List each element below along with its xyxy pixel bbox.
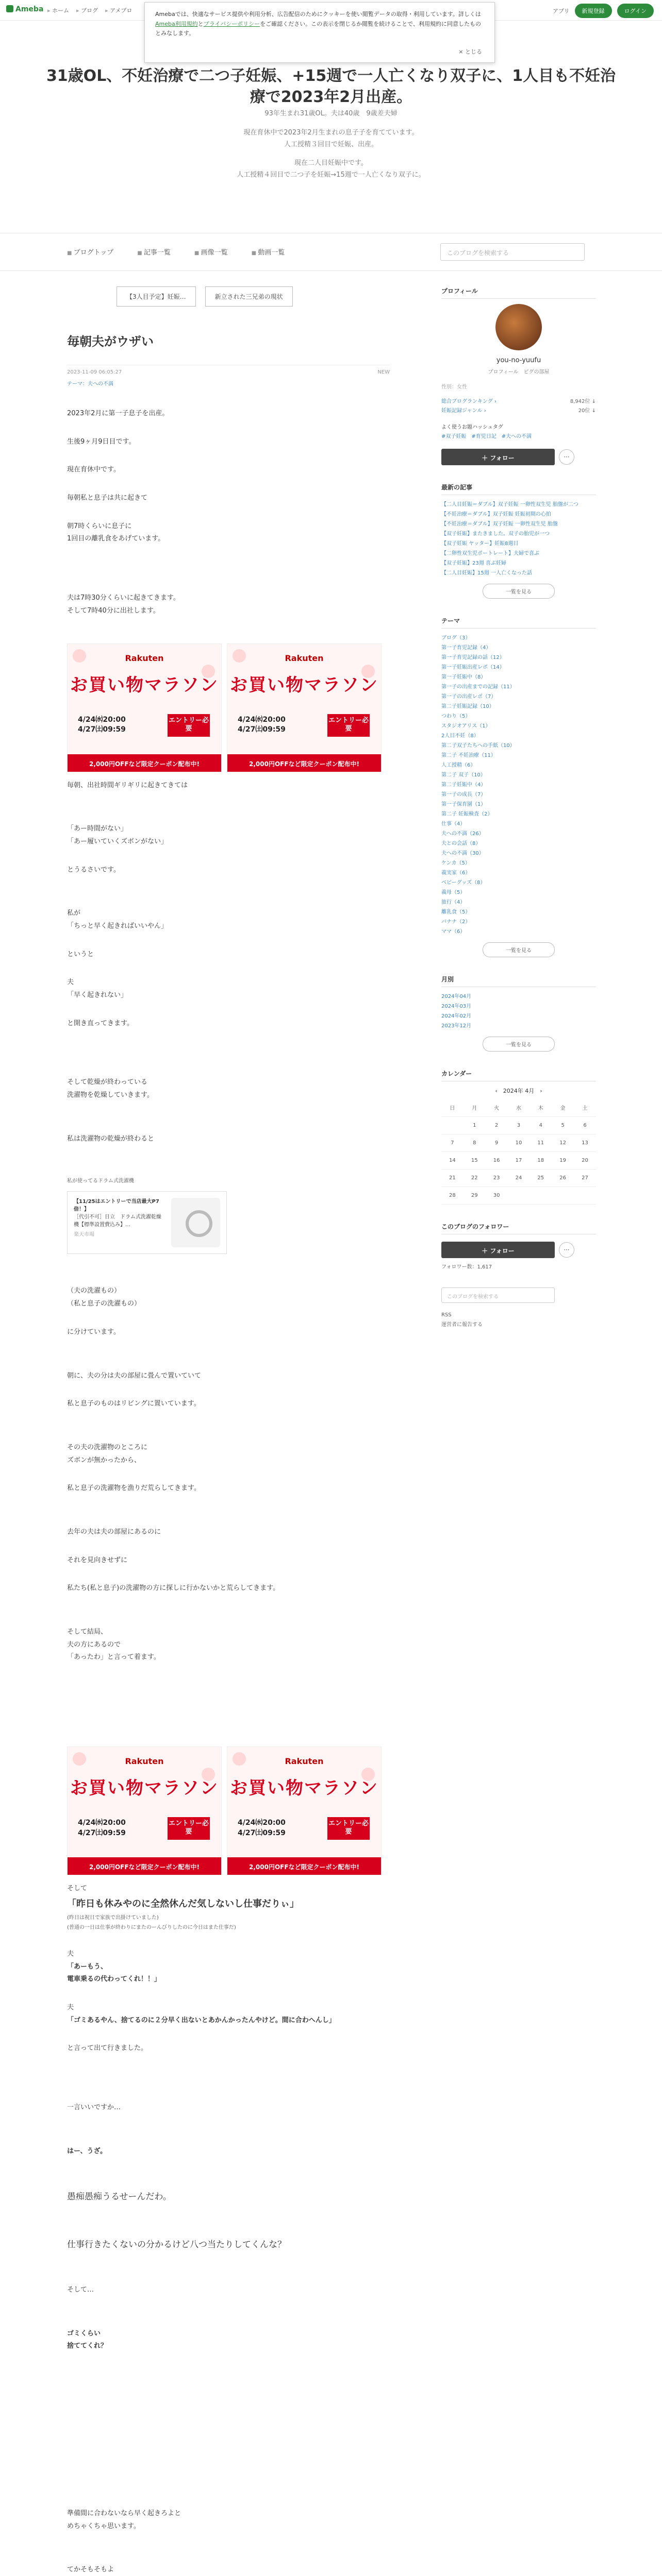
theme-heading: テーマ (441, 616, 596, 629)
report-link[interactable]: 運営者に報告する (441, 1321, 483, 1328)
profile-gender: 性別：女性 (441, 384, 467, 390)
top-nav-blog[interactable]: ▸ ブログ (76, 6, 98, 14)
privacy-link[interactable]: プライバシーポリシー (203, 20, 260, 27)
terms-link[interactable]: Ameba利用規約 (155, 20, 198, 27)
follow-button[interactable]: ＋ フォロー (441, 449, 555, 465)
cookie-banner (144, 2, 495, 63)
theme-link[interactable]: 第二子 双子（10） (441, 772, 486, 778)
product-card[interactable] (67, 1191, 227, 1254)
paragraph: 去年の夫は夫の部屋にあるのに (67, 1528, 161, 1536)
calendar-day: 4 (529, 1116, 552, 1134)
entry-new-badge: NEW (377, 369, 390, 375)
entry-date: 2023-11-09 06:05:27 (67, 369, 122, 375)
note: (普通の一日は仕事が終わりにまたのーんびりしたのに今日はまた仕事だ) (67, 1924, 236, 1930)
calendar-day: 16 (486, 1151, 508, 1169)
paragraph: 準備間に合わないなら早く起きろよと めちゃくちゃ思います。 (67, 2510, 181, 2530)
blog-desc-line: 現在育休中で2023年2月生まれの息子子を育てています。 (243, 128, 419, 137)
calendar-day: 10 (508, 1134, 530, 1151)
product-shop: 楽天市場 (74, 1232, 94, 1238)
month-link[interactable]: 2024年03月 (441, 1004, 472, 1009)
profile-links (441, 367, 596, 375)
calendar-day: 28 (441, 1187, 464, 1204)
theme-link[interactable]: バナナ（2） (441, 919, 471, 925)
avatar[interactable] (495, 304, 542, 350)
theme-link[interactable]: 第二子妊娠記録（10） (441, 704, 494, 709)
nav-blog-top[interactable]: ■ ブログトップ (67, 247, 113, 257)
recent-entry-link[interactable]: 【不妊治療＝ダブル】双子妊娠 妊娠初期の心拍 (441, 512, 551, 517)
theme-link[interactable]: 第二子双子たちへの手紙（10） (441, 743, 515, 749)
ad-banners (67, 1747, 390, 1875)
paragraph: そして (67, 1885, 88, 1893)
paragraph: と開き直ってきます。 (67, 1019, 134, 1027)
quote: 「あーもう、 電車乗るの代わってくれ！！」 (67, 1962, 161, 1984)
calendar-day: 5 (552, 1116, 574, 1134)
theme-link[interactable]: 第一子の成長（7） (441, 792, 486, 798)
banner-brand: Rakuten (285, 1756, 324, 1767)
recent-entry-link[interactable]: 【不妊治療＝ダブル】双子妊娠 一卵性双生児 胎盤 (441, 521, 558, 527)
paragraph: 現在育休中です。 (67, 466, 120, 474)
rakuten-banner[interactable] (67, 1747, 222, 1875)
theme-link[interactable]: 第一子育児記録の話（12） (441, 655, 505, 660)
cookie-and: と (197, 20, 204, 27)
ad-banners (67, 643, 390, 772)
paragraph: そして乾燥が終わっている 洗濯物を乾燥していきます。 (67, 1078, 154, 1099)
theme-link[interactable]: つわり（5） (441, 714, 471, 719)
recent-entry-link[interactable]: 【二人目妊娠】15週 一人亡くなった話 (441, 570, 532, 576)
calendar-heading: カレンダー (441, 1069, 596, 1081)
top-nav-home[interactable]: ▸ ホーム (47, 6, 69, 14)
blog-title[interactable]: 31歳OL、不妊治療で二つ子妊娠、+15週で一人亡くなり双子に、1人目も不妊治療で2023年2月出産。 (46, 67, 616, 106)
theme-link[interactable]: 離乳食（5） (441, 909, 471, 915)
calendar-day: 25 (529, 1169, 552, 1187)
calendar-day: 14 (441, 1151, 464, 1169)
recent-entry-link[interactable]: 【二卵性双生児ポートレート】夫婦で喜ぶ (441, 551, 539, 556)
calendar-day: 9 (486, 1134, 508, 1151)
calendar-weekday: 木 (529, 1099, 552, 1116)
quote: 「ちっと早く起きればいいやん」 (67, 922, 168, 930)
theme-link[interactable]: ベビーグッズ（8） (441, 880, 486, 886)
follower-count: フォロワー数：1,617 (441, 1264, 492, 1270)
theme-link[interactable]: ブログ（3） (441, 635, 471, 641)
calendar-day: 7 (441, 1134, 464, 1151)
calendar-day: 27 (574, 1169, 596, 1187)
paragraph: 夫 (67, 978, 74, 987)
banner-entry-badge: エントリー必要 (168, 1817, 210, 1840)
theme-link[interactable]: 義実家（6） (441, 870, 471, 876)
paragraph: に分けています。 (67, 1328, 120, 1336)
calendar-day (529, 1187, 552, 1204)
cookie-tail: をご確認ください。この表示を閉じるか閲覧を続けることで、利用規約に同意したものとみなします。 (155, 20, 481, 37)
nav-video-list[interactable]: ■ 動画一覧 (252, 247, 285, 257)
theme-link[interactable]: ケンカ（5） (441, 860, 470, 866)
paragraph: 生後9ヶ月9日目です。 (67, 437, 136, 446)
theme-link[interactable]: 第二子妊娠中（4） (441, 782, 486, 788)
speaker-label: 夫 (67, 1950, 74, 1958)
banner-dates: 4/24㈬20:00 4/27㈯09:59 (238, 715, 286, 734)
paragraph: 2023年2月に第一子息子を出産。 (67, 410, 169, 417)
blog-search-input[interactable]: このブログを検索する (440, 243, 585, 261)
calendar-month: ‹ 2024年 4月 › (495, 1088, 542, 1094)
paragraph: 私と息子の洗濯物を漁りだ荒らしてきます。 (67, 1484, 201, 1493)
banner-coupon: 2,000円OFFなど限定クーポン配布中! (227, 1857, 381, 1875)
rakuten-banner[interactable] (227, 1747, 382, 1875)
quote: 「あー履いていくズボンがない」 (67, 837, 168, 845)
profile-name[interactable]: you-no-yuufu (496, 357, 541, 364)
theme-link[interactable]: 人工授精（6） (441, 762, 476, 768)
recent-heading: 最新の記事 (441, 483, 596, 495)
banner-entry-badge: エントリー必要 (327, 714, 370, 737)
paragraph: （夫の洗濯もの） （私と息子の洗濯もの） (67, 1287, 141, 1308)
ameba-logo[interactable]: Ameba (6, 5, 43, 13)
paragraph: そして… (67, 2286, 94, 2294)
theme-link[interactable]: 第一子の出産レポ（7） (441, 694, 496, 700)
blog-nav (0, 233, 662, 271)
paragraph: てかそもそもよ (67, 2566, 114, 2574)
recent-entry-link[interactable]: 【双子妊娠 ヤッター】妊娠8週目 (441, 541, 519, 547)
calendar-day: 22 (464, 1169, 486, 1187)
ranking-overall[interactable]: 総合ブログランキング › 8,942位 ↓ (441, 399, 596, 404)
calendar-day: 3 (508, 1116, 530, 1134)
theme-link[interactable]: スタジオアリス（1） (441, 723, 491, 729)
banner-coupon: 2,000円OFFなど限定クーポン配布中! (68, 1857, 221, 1875)
ranking-genre[interactable]: 妊娠記録ジャンル › 20位 ↓ (441, 408, 596, 414)
paragraph: 私たち(私と息子)の洗濯物の方に探しに行かないかと荒らしてきます。 (67, 1584, 280, 1592)
theme-link[interactable]: 第二子 妊娠検査（2） (441, 811, 493, 817)
quote: 「早く起きれない」 (67, 991, 128, 999)
banner-headline: お買い物マラソン (230, 674, 378, 696)
login-button[interactable]: ログイン (617, 4, 654, 18)
followers-heading: このブログのフォロワー (441, 1222, 596, 1234)
theme-list (441, 634, 596, 936)
calendar-day: 11 (529, 1134, 552, 1151)
paragraph: というと (67, 950, 94, 958)
calendar-day: 8 (464, 1134, 486, 1151)
paragraph: 愚痴愚痴うるせーんだわ。 (67, 2192, 172, 2202)
profile-link[interactable]: プロフィール (488, 369, 519, 375)
paragraph: 朝に、夫の分は夫の部屋に畳んで置いていて (67, 1371, 202, 1380)
quote: 「あー時間がない」 (67, 825, 128, 833)
theme-link[interactable]: 2人目不妊（8） (441, 733, 479, 739)
recent-list (441, 500, 596, 578)
calendar-day (574, 1187, 596, 1204)
hashtag-list[interactable]: #双子妊娠 #育児日記 #夫への不満 (441, 434, 532, 439)
chevron-right-icon[interactable]: › (540, 1088, 542, 1094)
entry-theme-link[interactable]: テーマ：夫への不満 (67, 381, 113, 387)
banner-brand: Rakuten (125, 1756, 164, 1767)
month-link[interactable]: 2024年04月 (441, 994, 472, 999)
calendar-day (441, 1116, 464, 1134)
calendar-day: 23 (486, 1169, 508, 1187)
calendar-day: 19 (552, 1151, 574, 1169)
product-title[interactable]: 【11/25はエントリーで当店最大P7倍！】 (74, 1199, 159, 1213)
theme-link[interactable]: ママ（6） (441, 929, 466, 935)
calendar-day (552, 1187, 574, 1204)
calendar-day: 1 (464, 1116, 486, 1134)
chevron-left-icon[interactable]: ‹ (495, 1088, 498, 1094)
cookie-text: Amebaでは、快適なサービス提供や利用分析、広告配信のためにクッキーを使い閲覧データの取得・利用しています。詳しくは (155, 11, 481, 18)
month-more-button[interactable]: 一覧を見る (483, 1037, 555, 1052)
next-entry-link[interactable]: 新立された三兄弟の現状 (205, 286, 293, 307)
calendar-day: 13 (574, 1134, 596, 1151)
paragraph: そして結局、 夫の方にあるので 「あったわ」と言って着ます。 (67, 1628, 160, 1662)
month-link[interactable]: 2024年02月 (441, 1013, 472, 1019)
recent-entry-link[interactable]: 【二人目妊娠＝ダブル】双子妊娠 一卵性双生児 胎盤が二つ (441, 502, 578, 507)
paragraph: 私と息子のものはリビングに置いています。 (67, 1400, 201, 1408)
calendar-day: 30 (486, 1187, 508, 1204)
sidebar (441, 286, 596, 1330)
big-text: ゴミくらい 捨ててくれ？ (67, 2329, 108, 2350)
calendar-weekday: 水 (508, 1099, 530, 1116)
signup-button[interactable]: 新規登録 (575, 4, 612, 18)
banner-brand: Rakuten (125, 653, 164, 663)
blog-desc-line: 人工授精４回目で二つ子を妊娠→15週で一人亡くなり双子に。 (237, 171, 425, 179)
banner-dates: 4/24㈬20:00 4/27㈯09:59 (78, 1819, 126, 1837)
banner-dates: 4/24㈬20:00 4/27㈯09:59 (238, 1819, 286, 1837)
speaker-label: 夫 (67, 2004, 74, 2011)
banner-headline: お買い物マラソン (230, 1778, 378, 1799)
theme-link[interactable]: 義母（5） (441, 890, 466, 895)
quote: 「ゴミあるやん、捨てるのに２分早く出ないとあかんかったんやけど。間に合わへんし」 (67, 2016, 336, 2024)
theme-link[interactable]: 第二子 不妊治療（11） (441, 753, 496, 758)
rss-link[interactable]: RSS (441, 1312, 452, 1318)
calendar-day: 18 (529, 1151, 552, 1169)
banner-entry-badge: エントリー必要 (327, 1817, 370, 1840)
paragraph: 私は洗濯物の乾燥が終わると (67, 1134, 155, 1143)
cookie-close-button[interactable]: × とじる (458, 48, 482, 56)
hashtag-heading: よく使うお題ハッシュタグ (441, 425, 503, 430)
paragraph: と言って出て行きました。 (67, 2044, 148, 2053)
theme-link[interactable]: 第一子妊娠中（8） (441, 674, 486, 680)
recent-entry-link[interactable]: 【双子妊娠】23週 喜ぶ妊婦 (441, 561, 506, 566)
paragraph: 毎朝、出社時間ギリギリに起きてきては (67, 781, 188, 789)
banner-brand: Rakuten (285, 653, 324, 663)
top-nav (47, 6, 132, 14)
month-heading: 月別 (441, 975, 596, 987)
big-text: はー、うざ。 (67, 2147, 107, 2155)
blog-description (103, 108, 559, 181)
theme-more-button[interactable]: 一覧を見る (483, 942, 555, 957)
theme-link[interactable]: 第一子妊娠出産レポ（14） (441, 665, 505, 670)
paragraph: とうるさいです。 (67, 866, 120, 874)
banner-headline: お買い物マラソン (70, 674, 219, 696)
prev-entry-link[interactable]: 【3人目予定】妊娠… (117, 286, 196, 307)
calendar-day (508, 1187, 530, 1204)
top-nav-ameblo[interactable]: ▸ アメブロ (105, 6, 132, 14)
calendar-day: 6 (574, 1116, 596, 1134)
rakuten-banner[interactable] (67, 643, 222, 772)
calendar-weekday: 月 (464, 1099, 486, 1116)
paragraph: 仕事行きたくないの分かるけど八つ当たりしてくんな？ (67, 2239, 286, 2250)
blog-desc-line: 93年生まれ31歳OL。夫は40歳 9歳差夫婦 (264, 110, 398, 117)
calendar (441, 1099, 596, 1205)
banner-headline: お買い物マラソン (70, 1778, 219, 1799)
calendar-day: 12 (552, 1134, 574, 1151)
calendar-weekday: 土 (574, 1099, 596, 1116)
follow-button-bottom[interactable]: ＋ フォロー (441, 1242, 555, 1258)
paragraph: その夫の洗濯物のところに ズボンが無かったから、 (67, 1443, 148, 1464)
theme-link[interactable]: 夫との会話（8） (441, 841, 481, 846)
calendar-day: 29 (464, 1187, 486, 1204)
article (67, 286, 390, 2576)
profile-heading: プロフィール (441, 286, 596, 299)
paragraph: 一言いいですか… (67, 2104, 121, 2112)
calendar-weekday: 金 (552, 1099, 574, 1116)
hashtag-section (441, 423, 596, 442)
paragraph: 夫は7時30分くらいに起きてきます。 そして7時40分に出社します。 (67, 594, 180, 615)
sidebar-search-input[interactable]: このブログを検索する (441, 1287, 555, 1303)
product-label: 私が使ってるドラム式洗濯機 (67, 1178, 134, 1184)
recent-entry-link[interactable]: 【双子妊娠】またきました。双子の胎児が一つ (441, 531, 550, 537)
more-options-button[interactable]: ··· (559, 1242, 574, 1258)
calendar-day: 15 (464, 1151, 486, 1169)
entry-title[interactable]: 毎朝夫がウザい (67, 334, 154, 349)
recent-more-button[interactable]: 一覧を見る (483, 584, 555, 599)
month-list (441, 992, 596, 1030)
rakuten-banner[interactable] (227, 643, 382, 772)
nav-entry-list[interactable]: ■ 記事一覧 (137, 247, 171, 257)
banner-dates: 4/24㈬20:00 4/27㈯09:59 (78, 715, 126, 734)
paragraph: 毎朝私と息子は共に起きて (67, 494, 148, 502)
banner-coupon: 2,000円OFFなど限定クーポン配布中! (68, 754, 221, 772)
apps-link[interactable]: アプリ (552, 8, 570, 14)
calendar-day: 26 (552, 1169, 574, 1187)
theme-link[interactable]: 夫への不満（30） (441, 851, 484, 856)
theme-link[interactable]: 第一子保育園（1） (441, 802, 486, 807)
banner-entry-badge: エントリー必要 (168, 714, 210, 737)
paragraph: 朝7時くらいに息子に 1回目の離乳食をあげています。 (67, 522, 165, 543)
calendar-day: 17 (508, 1151, 530, 1169)
calendar-day: 21 (441, 1169, 464, 1187)
calendar-day: 24 (508, 1169, 530, 1187)
theme-link[interactable]: 夫への不満（26） (441, 831, 484, 837)
paragraph: 私が (67, 909, 81, 918)
note: (昨日は祝日で家族で出掛けていました) (67, 1914, 159, 1921)
pigg-room-link[interactable]: ピグの部屋 (523, 369, 550, 375)
theme-link[interactable]: 第一子の出産までの記録（11） (441, 684, 515, 690)
calendar-weekday: 日 (441, 1099, 464, 1116)
quote: 「昨日も休みやのに全然休んだ気しないし仕事だりぃ」 (67, 1898, 299, 1909)
month-link[interactable]: 2023年12月 (441, 1023, 472, 1029)
theme-link[interactable]: 旅行（4） (441, 900, 466, 905)
calendar-weekday: 火 (486, 1099, 508, 1116)
calendar-day: 2 (486, 1116, 508, 1134)
theme-link[interactable]: 第一子育児記録（4） (441, 645, 491, 651)
nav-image-list[interactable]: ■ 画像一覧 (194, 247, 228, 257)
calendar-day: 20 (574, 1151, 596, 1169)
blog-desc-line: 人工授精３回目で妊娠、出産。 (284, 140, 378, 148)
washing-machine-image[interactable] (171, 1198, 220, 1247)
entry-meta (67, 365, 390, 375)
paragraph: それを見向きせずに (67, 1556, 128, 1564)
blog-desc-line: 現在二人目妊娠中です。 (294, 159, 368, 167)
product-desc: ［代引不可］日立 ドラム式洗濯乾燥機【標準設置費込み】… (74, 1214, 161, 1228)
theme-link[interactable]: 仕事（4） (441, 821, 466, 827)
entry-body (67, 408, 390, 2576)
banner-coupon: 2,000円OFFなど限定クーポン配布中! (227, 754, 381, 772)
more-options-button[interactable]: ··· (559, 449, 574, 465)
